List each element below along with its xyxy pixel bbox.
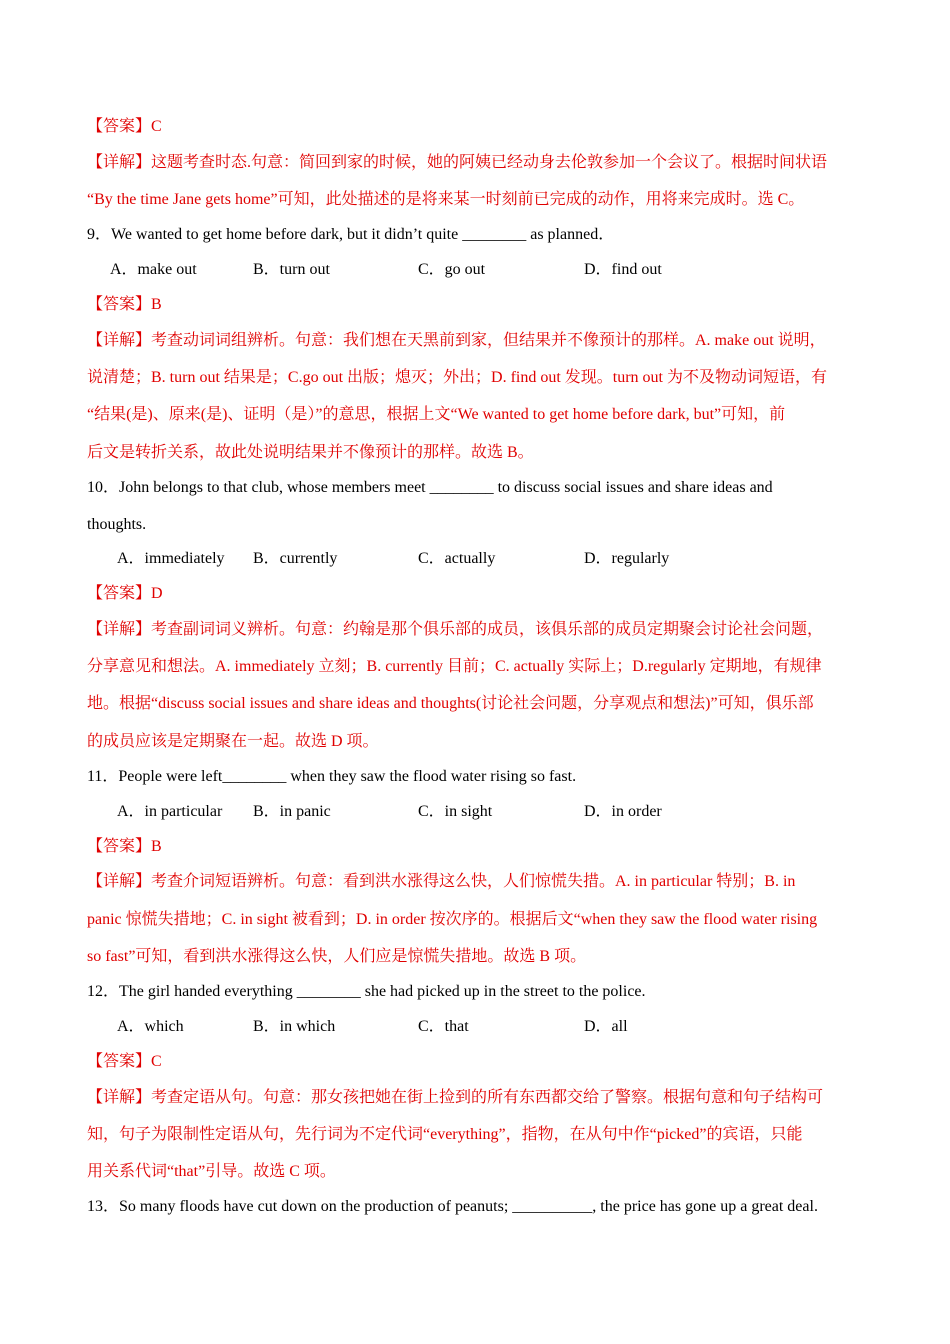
q9-option-b: B．turn out (253, 261, 330, 278)
q9-detail-line-3: “结果(是)、原来(是)、证明（是）”的意思，根据上文“We wanted to get home before dark, but”可知，前 (87, 406, 786, 423)
q10-detail-line-1: 【详解】考查副词词义辨析。句意：约翰是那个俱乐部的成员，该俱乐部的成员定期聚会讨论社会问题， (87, 621, 824, 638)
q12-answer: 【答案】C (87, 1053, 162, 1070)
q9-option-d: D．find out (584, 261, 662, 278)
q11-option-d: D．in order (584, 803, 662, 820)
q8-detail-line-1: 【详解】这题考查时态.句意：简回到家的时候，她的阿姨已经动身去伦敦参加一个会议了。根据时间状语 (87, 154, 828, 171)
q9-detail-line-1: 【详解】考查动词词组辨析。句意：我们想在天黑前到家，但结果并不像预计的那样。A. make out 说明， (87, 332, 826, 349)
q11-option-b: B．in panic (253, 803, 331, 820)
q11-detail-line-1: 【详解】考查介词短语辨析。句意：看到洪水涨得这么快，人们惊慌失措。A. in particular 特别；B. in (87, 873, 796, 890)
q9-option-c: C．go out (418, 261, 486, 278)
q12-stem: 12．The girl handed everything ________ she had picked up in the street to the police. (87, 983, 646, 1000)
q12-detail-line-1: 【详解】考查定语从句。句意：那女孩把她在街上捡到的所有东西都交给了警察。根据句意和句子结构可 (87, 1089, 824, 1106)
q10-stem-line-2: thoughts. (87, 516, 147, 533)
q11-answer: 【答案】B (87, 838, 162, 855)
q12-detail-line-2: 知，句子为限制性定语从句，先行词为不定代词“everything”，指物，在从句中作“picked”的宾语，只能 (87, 1126, 803, 1143)
q11-stem: 11．People were left________ when they saw the flood water rising so fast. (87, 768, 577, 785)
q8-detail-line-2: “By the time Jane gets home”可知，此处描述的是将来某一时刻前已完成的动作，用将来完成时。选 C。 (87, 191, 805, 208)
q10-option-b: B．currently (253, 550, 338, 567)
q9-option-a: A．make out (110, 261, 197, 278)
q11-option-a: A．in particular (117, 803, 223, 820)
q10-option-d: D．regularly (584, 550, 670, 567)
q10-option-a: A．immediately (117, 550, 225, 567)
q9-answer: 【答案】B (87, 296, 162, 313)
q11-option-c: C．in sight (418, 803, 493, 820)
q10-answer: 【答案】D (87, 585, 163, 602)
q9-stem: 9．We wanted to get home before dark, but it didn’t quite ________ as planned． (87, 226, 615, 243)
q11-detail-line-2: panic 惊慌失措地；C. in sight 被看到；D. in order 按次序的。根据后文“when they saw the flood water rising (87, 911, 818, 928)
q10-detail-line-4: 的成员应该是定期聚在一起。故选 D 项。 (87, 733, 379, 750)
q10-option-c: C．actually (418, 550, 496, 567)
q9-detail-line-4: 后文是转折关系，故此处说明结果并不像预计的那样。故选 B。 (87, 444, 534, 461)
q12-detail-line-3: 用关系代词“that”引导。故选 C 项。 (87, 1163, 336, 1180)
q11-detail-line-3: so fast”可知，看到洪水涨得这么快，人们应是惊慌失措地。故选 B 项。 (87, 948, 587, 965)
q10-detail-line-2: 分享意见和想法。A. immediately 立刻；B. currently 目前；C. actually 实际上；D.regularly 定期地，有规律 (87, 658, 822, 675)
q10-stem-line-1: 10．John belongs to that club, whose members meet ________ to discuss social issues and share ideas and (87, 479, 773, 496)
q10-detail-line-3: 地。根据“discuss social issues and share ideas and thoughts(讨论社会问题，分享观点和想法)”可知，俱乐部 (87, 695, 814, 712)
q12-option-d: D．all (584, 1018, 628, 1035)
q8-answer: 【答案】C (87, 118, 162, 135)
q12-option-c: C．that (418, 1018, 469, 1035)
q12-option-b: B．in which (253, 1018, 336, 1035)
q12-option-a: A．which (117, 1018, 184, 1035)
q13-stem: 13．So many floods have cut down on the production of peanuts; __________, the price has gone up a great deal. (87, 1198, 818, 1215)
q9-detail-line-2: 说清楚；B. turn out 结果是；C.go out 出版；熄灭；外出；D. find out 发现。turn out 为不及物动词短语，有 (87, 369, 828, 386)
